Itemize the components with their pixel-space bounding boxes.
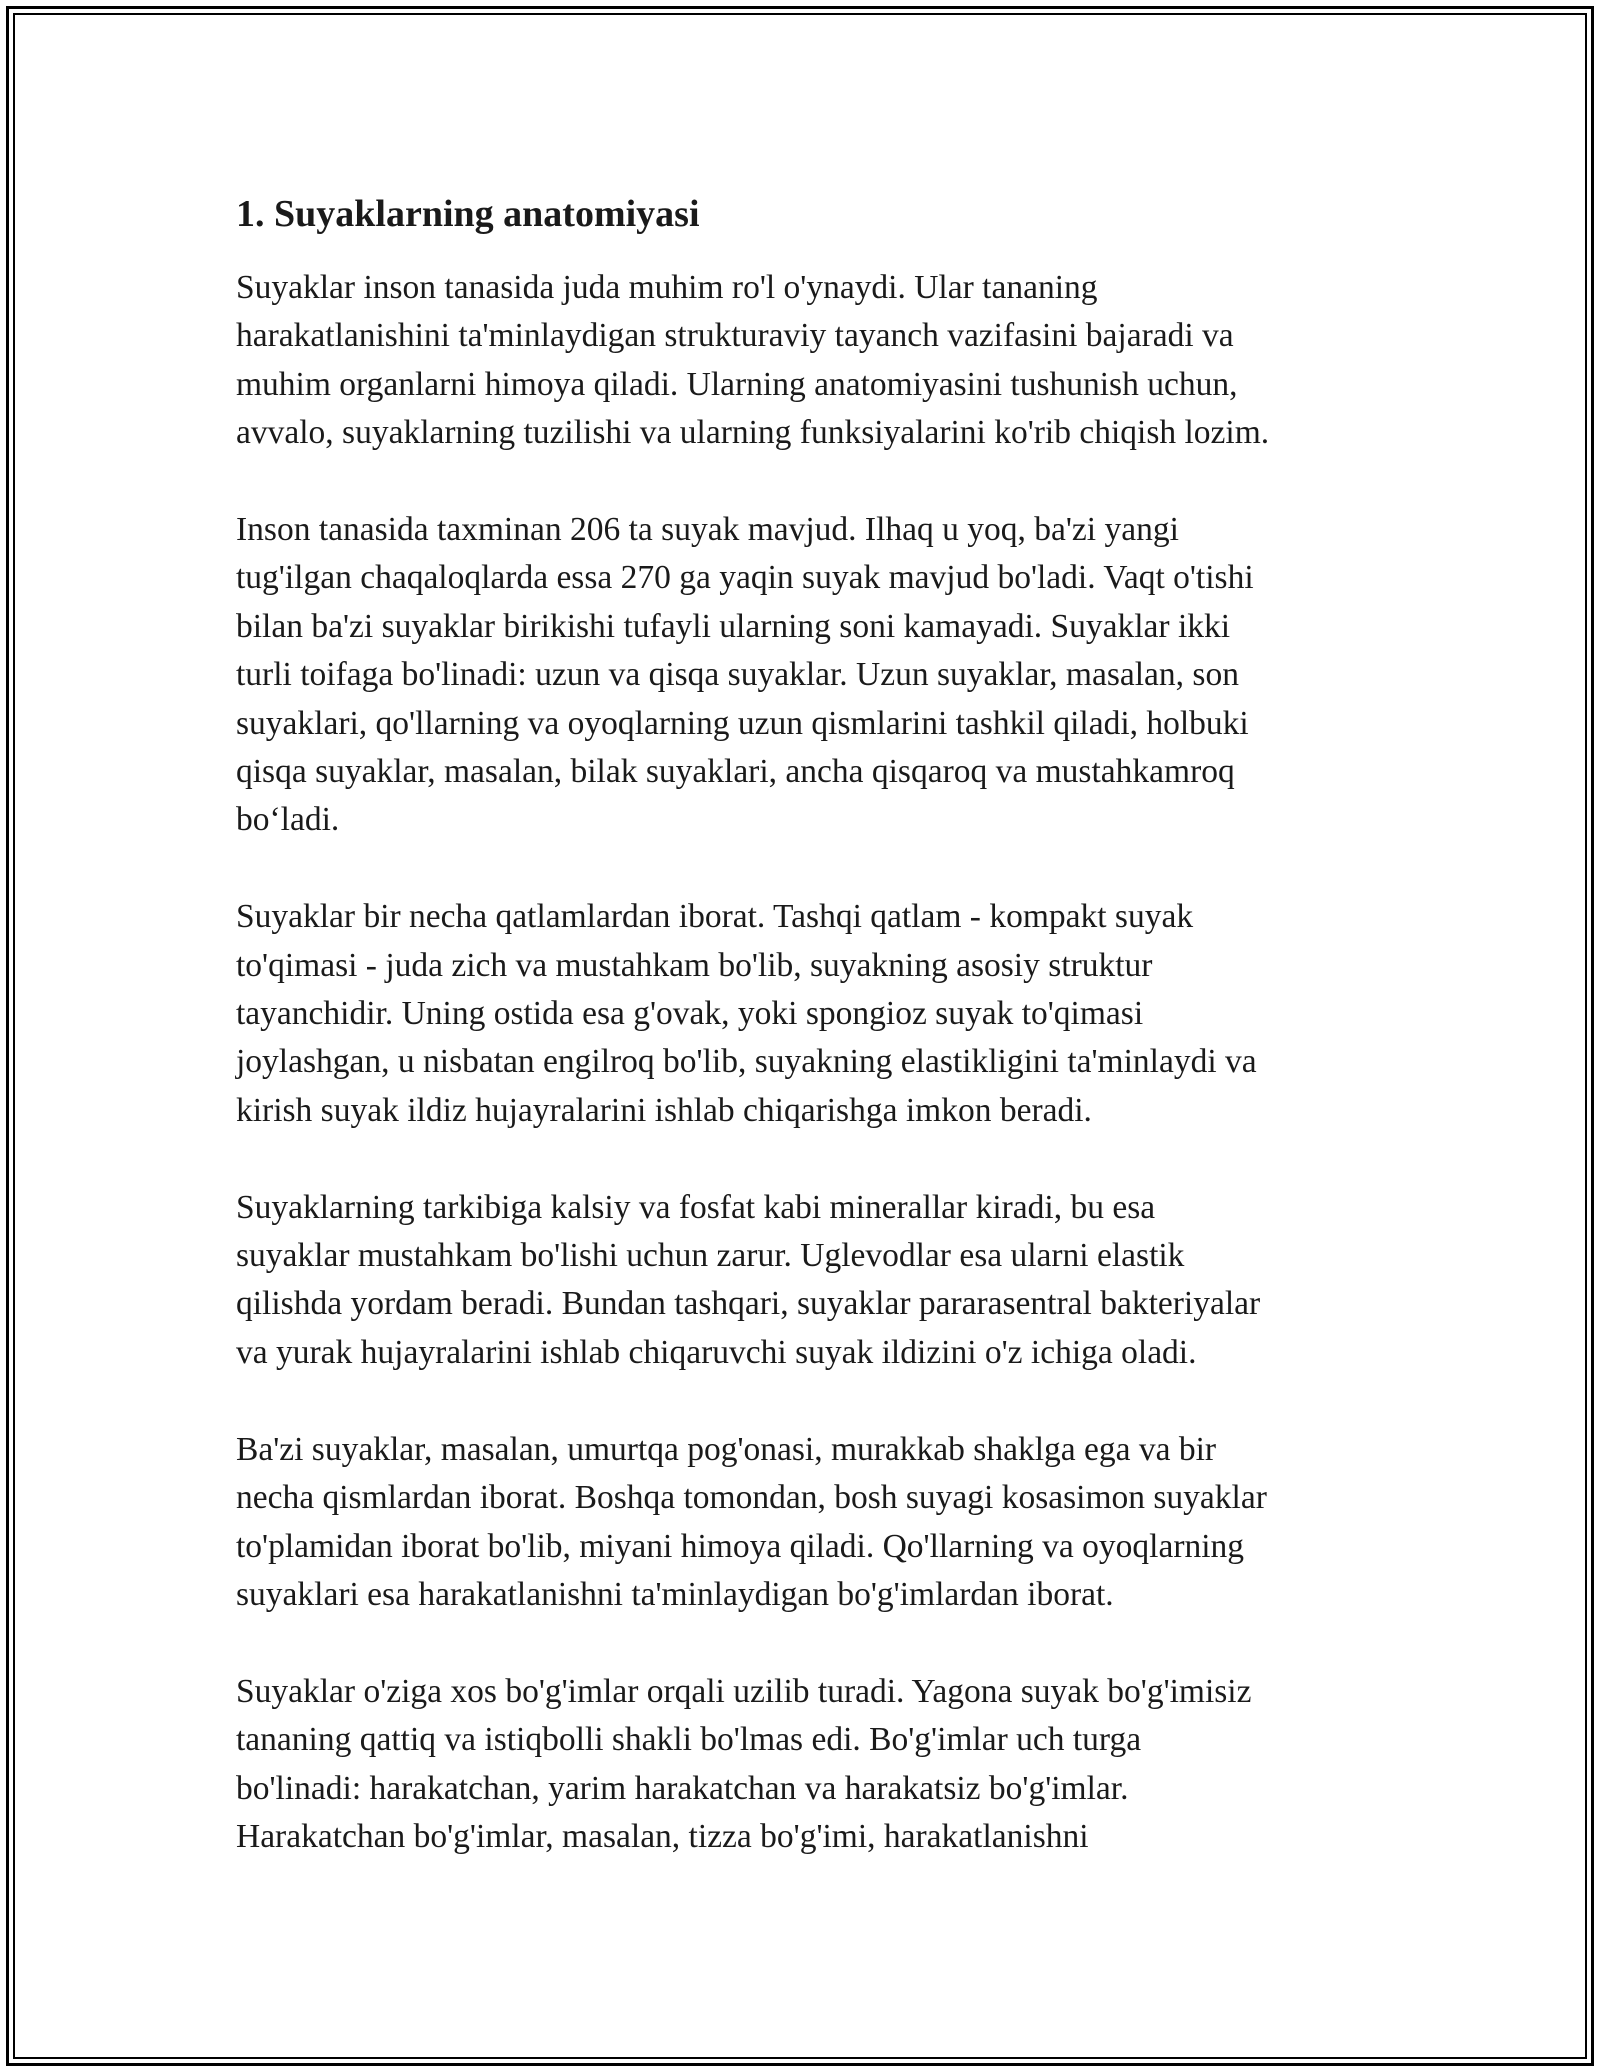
paragraph-5: Ba'zi suyaklar, masalan, umurtqa pog'onasi, murakkab shaklga ega va bir necha qismlardan iborat. Boshqa tomondan, bosh suyagi kosasimon suyaklar to'plamidan iborat bo'lib, miyani himoya qiladi. Qo'llarning va oyoqlarning suyaklari esa harakatlanishni ta'minlaydigan bo'g'imlardan iborat. (236, 1430, 1267, 1613)
paragraph-1: Suyaklar inson tanasida juda muhim ro'l o'ynaydi. Ular tananing harakatlanishini ta'minlaydigan strukturaviy tayanch vazifasini bajaradi va muhim organlarni himoya qiladi. Ularning anatomiyasini tushunish uchun, avvalo, suyaklarning tuzilishi va ularning funksiyalarini ko'rib chiqish lozim. (236, 269, 1270, 452)
page-title: 1. Suyaklarning anatomiyasi (236, 193, 700, 235)
paragraph-6: Suyaklar o'ziga xos bo'g'imlar orqali uzilib turadi. Yagona suyak bo'g'imisiz tananing qattiq va istiqbolli shakli bo'lmas edi. Bo'g'imlar uch turga bo'linadi: harakatchan, yarim harakatchan va harakatsiz bo'g'imlar. Harakatchan bo'g'imlar, masalan, tizza bo'g'imi, harakatlanishni (236, 1672, 1252, 1855)
paragraph-2: Inson tanasida taxminan 206 ta suyak mavjud. Ilhaq u yoq, ba'zi yangi tug'ilgan chaqaloqlarda essa 270 ga yaqin suyak mavjud bo'ladi. Vaqt o'tishi bilan ba'zi suyaklar birikishi tufayli ularning soni kamayadi. Suyaklar ikki turli toifaga bo'linadi: uzun va qisqa suyaklar. Uzun suyaklar, masalan, son suyaklari, qo'llarning va oyoqlarning uzun qismlarini tashkil qiladi, holbuki qisqa suyaklar, masalan, bilak suyaklari, ancha qisqaroq va mustahkamroq bo‘ladi. (236, 511, 1254, 839)
paragraph-4: Suyaklarning tarkibiga kalsiy va fosfat kabi minerallar kiradi, bu esa suyaklar mustahkam bo'lishi uchun zarur. Uglevodlar esa ularni elastik qilishda yordam beradi. Bundan tashqari, suyaklar pararasentral bakteriyalar va yurak hujayralarini ishlab chiqaruvchi suyak ildizini o'z ichiga oladi. (236, 1188, 1261, 1371)
document-body (236, 186, 1376, 1910)
paragraph-3: Suyaklar bir necha qatlamlardan iborat. Tashqi qatlam - kompakt suyak to'qimasi - juda zich va mustahkam bo'lib, suyakning asosiy struktur tayanchidir. Uning ostida esa g'ovak, yoki spongioz suyak to'qimasi joylashgan, u nisbatan engilroq bo'lib, suyakning elastikligini ta'minlaydi va kirish suyak ildiz hujayralarini ishlab chiqarishga imkon beradi. (236, 898, 1257, 1129)
